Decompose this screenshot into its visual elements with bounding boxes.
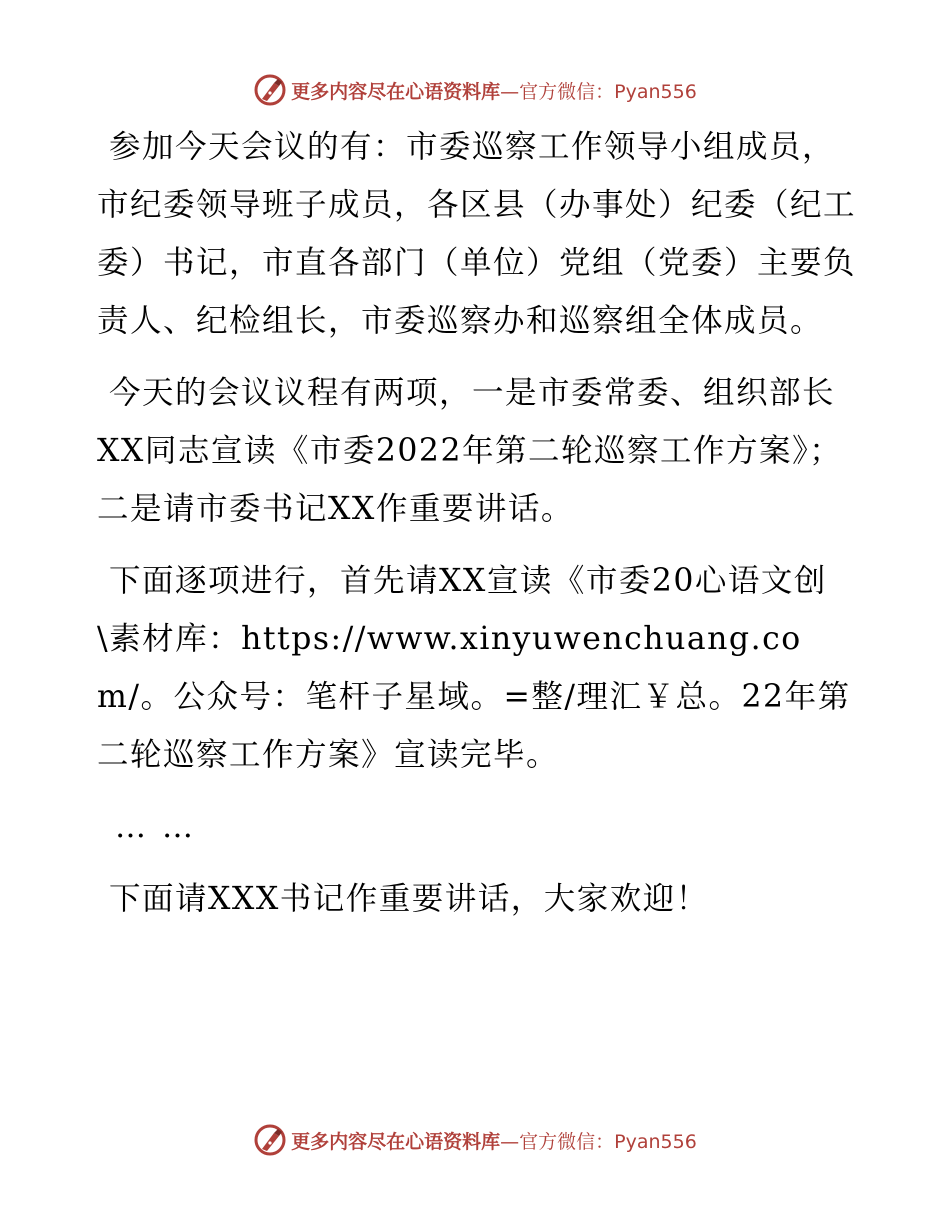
watermark-sub-text: —官方微信：Pyan556 (500, 1130, 697, 1153)
paragraph-attendees: 参加今天会议的有：市委巡察工作领导小组成员，市纪委领导班子成员，各区县（办事处）纪委（纪工委）书记，市直各部门（单位）党组（党委）主要负责人、纪检组长，市委巡察办和巡察组全体成员。 (97, 129, 857, 339)
footer-watermark (0, 1120, 950, 1160)
paragraph-proceedings: 下面逐项进行，首先请XX宣读《市委20心语文创\素材库：https://www.xinyuwenchuang.com/。公众号：笔杆子星域。=整/理汇￥总。22年第二轮巡察工作方案》宣读完毕。 (97, 563, 851, 773)
header-watermark (0, 70, 950, 110)
ellipsis-line: …… (115, 809, 209, 845)
pen-nib-circle-icon (253, 1123, 287, 1157)
paragraph-closing: 下面请XXX书记作重要讲话，大家欢迎！ (109, 881, 709, 917)
pen-nib-circle-icon (253, 73, 287, 107)
document-body (97, 118, 857, 942)
watermark-main-text: 更多内容尽在心语资料库 (291, 80, 501, 103)
paragraph-agenda: 今天的会议议程有两项，一是市委常委、组织部长XX同志宣读《市委2022年第二轮巡察工作方案》；二是请市委书记XX作重要讲话。 (97, 375, 843, 527)
watermark-sub-text: —官方微信：Pyan556 (500, 80, 697, 103)
watermark-main-text: 更多内容尽在心语资料库 (291, 1130, 501, 1153)
